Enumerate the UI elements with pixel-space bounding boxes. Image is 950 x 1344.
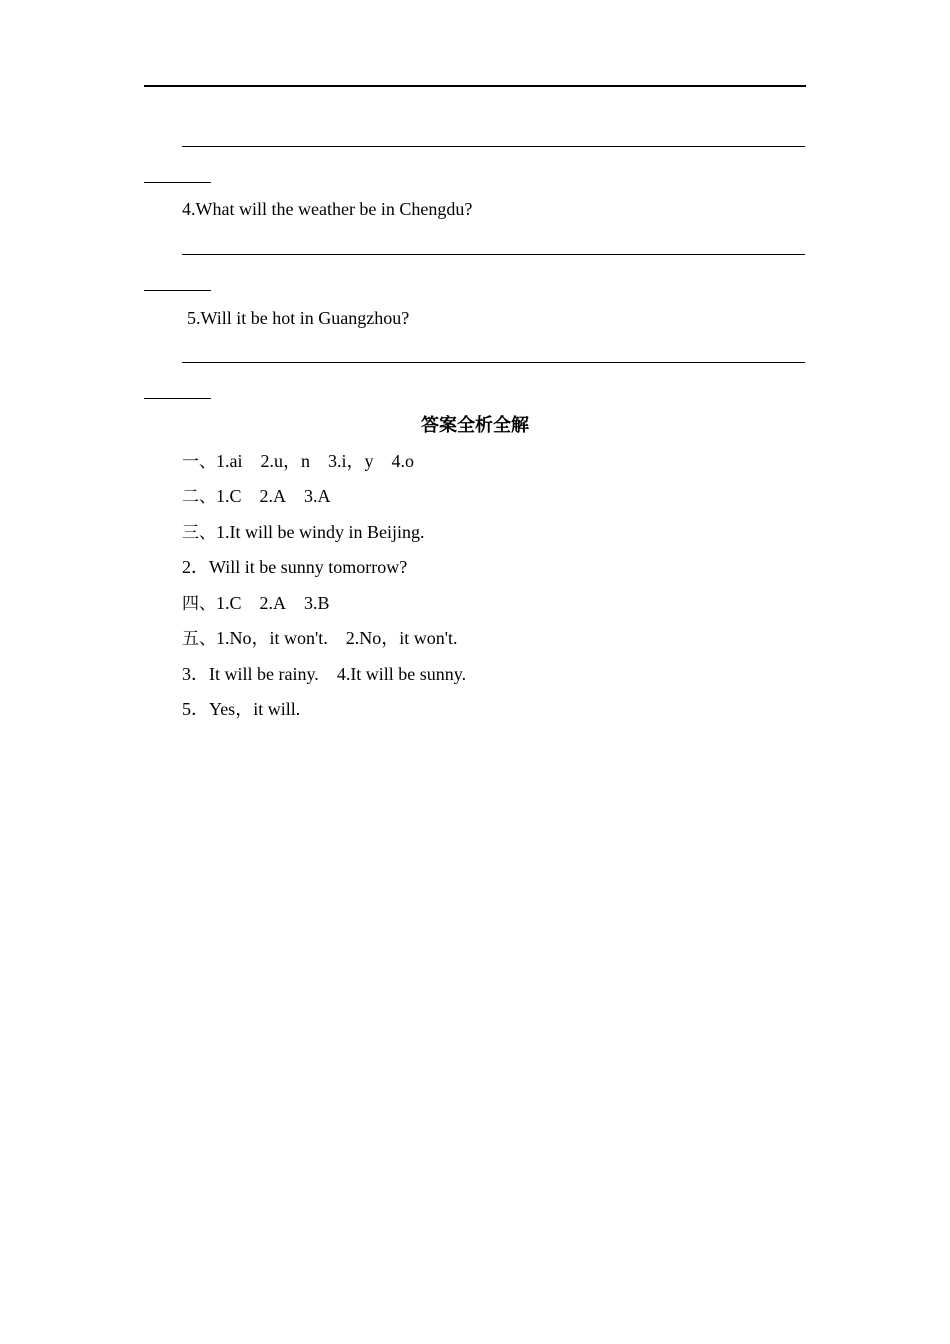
part-5-item: 1.No，it won't. [216, 628, 328, 648]
answer-part-5-line-2 [182, 663, 466, 685]
answer-line-q4-short [144, 290, 211, 291]
part-5-item: 4.It will be sunny. [336, 664, 467, 684]
answer-line-q4-long [182, 254, 805, 255]
answer-part-5-line-3: 5．Yes，it will. [182, 699, 301, 719]
answer-line-q3-long [182, 146, 805, 147]
answer-part-3-line-2: 2．Will it be sunny tomorrow? [182, 557, 408, 577]
question-5: 5.Will it be hot in Guangzhou? [187, 308, 410, 328]
part-3-line-1: 1.It will be windy in Beijing. [216, 522, 425, 542]
answer-line-q3-short [144, 182, 211, 183]
question-4: 4.What will the weather be in Chengdu? [182, 199, 473, 219]
part-1-item: 4.o [391, 451, 415, 471]
part-2-item: 2.A [259, 486, 287, 506]
part-5-item: 3．It will be rainy. [182, 664, 319, 684]
part-3-label: 三、 [182, 523, 216, 543]
answer-key-heading: 答案全析全解 [421, 415, 529, 436]
part-1-item: 2.u，n [260, 451, 310, 471]
answer-line-top [144, 85, 806, 87]
part-4-item: 1.C [216, 593, 242, 613]
answer-line-q5-short [144, 398, 211, 399]
part-2-item: 3.A [304, 486, 331, 506]
answer-part-5 [182, 627, 458, 650]
part-4-label: 四、 [182, 594, 216, 614]
answer-part-3 [182, 521, 425, 544]
part-2-label: 二、 [182, 487, 216, 507]
answer-part-1 [182, 450, 414, 473]
part-4-item: 3.B [304, 593, 330, 613]
part-5-label: 五、 [182, 629, 216, 649]
answer-part-2 [182, 485, 331, 508]
part-2-item: 1.C [216, 486, 242, 506]
answer-line-q5-long [182, 362, 805, 363]
part-1-item: 1.ai [216, 451, 243, 471]
part-1-label: 一、 [182, 452, 216, 472]
part-1-item: 3.i，y [328, 451, 374, 471]
answer-part-4 [182, 592, 330, 615]
part-4-item: 2.A [259, 593, 287, 613]
part-5-item: 2.No，it won't. [345, 628, 458, 648]
